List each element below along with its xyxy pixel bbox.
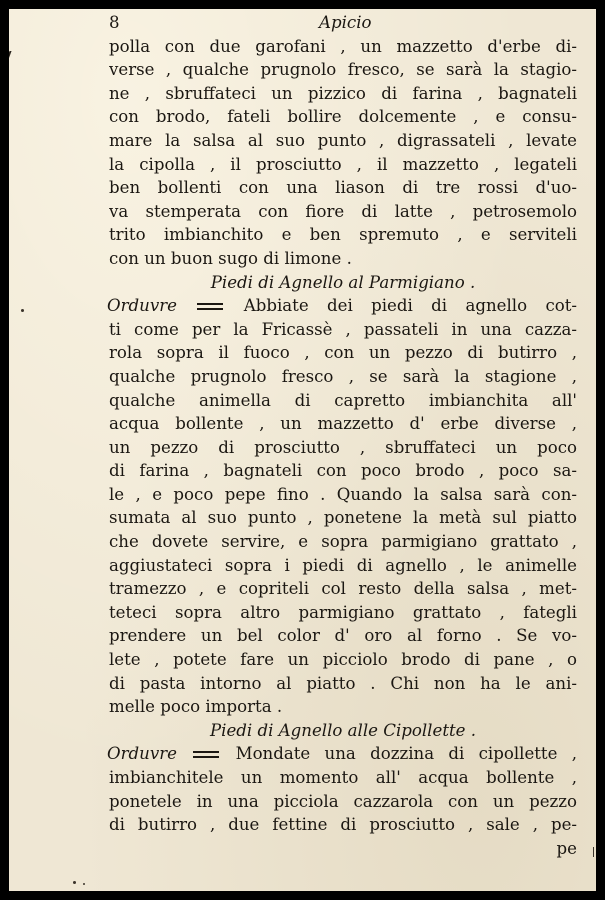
text-line: imbianchitele un momento all' acqua bollente , xyxy=(109,768,577,787)
double-rule-icon xyxy=(197,303,223,310)
text-line: le , e poco pepe fino . Quando la salsa sarà con- xyxy=(109,484,577,504)
page-number: 8 xyxy=(109,13,120,32)
text-line: prendere un bel color d' oro al forno . Se vo- xyxy=(109,626,577,646)
recipe-lead: Orduvre xyxy=(107,744,177,764)
text-line: va stemperata con fiore di latte , petrosemolo xyxy=(109,201,577,221)
text-line: acqua bollente , un mazzetto d' erbe diverse , xyxy=(109,414,577,434)
paragraph xyxy=(109,766,577,837)
text-line: verse , qualche prugnolo fresco, se sarà la stagio- xyxy=(109,60,577,80)
ink-speck xyxy=(83,883,85,885)
page-text xyxy=(109,11,577,860)
text-line: melle poco importa . xyxy=(109,697,283,717)
text-line: lete , potete fare un picciolo brodo di pane , o xyxy=(109,650,577,670)
text-line: di pasta intorno al piatto . Chi non ha le ani- xyxy=(109,673,577,693)
text-line: con un buon sugo di limone . xyxy=(109,248,352,268)
ink-speck xyxy=(593,847,594,857)
section-heading: Piedi di Agnello al Parmigiano . xyxy=(210,272,476,292)
page-header xyxy=(109,11,577,35)
running-head: Apicio xyxy=(319,13,372,32)
text-line: la cipolla , il prosciutto , il mazzetto , legateli xyxy=(109,154,577,174)
text-line: mare la salsa al suo punto , digrassateli , levate xyxy=(109,130,577,150)
text-line: trito imbianchito e ben spremuto , e serviteli xyxy=(109,225,577,245)
recipe-first-line xyxy=(107,742,577,766)
text-line: sumata al suo punto , ponetene la metà sul piatto xyxy=(109,508,577,528)
text-line: ne , sbruffateci un pizzico di farina , bagnateli xyxy=(109,83,577,103)
margin-mark xyxy=(9,51,22,65)
text-line: ben bollenti con una liason di tre rossi d'uo- xyxy=(109,178,577,198)
text-line: ti come per la Fricassè , passateli in una cazza- xyxy=(109,319,577,339)
text-line: Mondate una dozzina di cipollette , xyxy=(235,744,577,764)
recipe-lead: Orduvre xyxy=(107,296,177,316)
text-line: ponetele in una picciola cazzarola con un pezzo xyxy=(109,791,577,811)
paragraph xyxy=(109,318,577,719)
text-line: Abbiate dei piedi di agnello cot- xyxy=(243,296,577,316)
text-line: qualche animella di capretto imbianchita all' xyxy=(109,390,577,410)
section-heading: Piedi di Agnello alle Cipollette . xyxy=(209,720,477,740)
text-line: aggiustateci sopra i piedi di agnello , le animelle xyxy=(109,555,577,575)
double-rule-icon xyxy=(193,751,219,758)
book-page xyxy=(9,9,596,891)
text-line: che dovete servire, e sopra parmigiano grattato , xyxy=(109,532,577,552)
text-line: qualche prugnolo fresco , se sarà la stagione , xyxy=(109,366,577,386)
text-line: teteci sopra altro parmigiano grattato , fategli xyxy=(109,602,577,622)
text-line: di butirro , due fettine di prosciutto , sale , pe- xyxy=(109,815,577,835)
catchword: pe xyxy=(556,838,577,858)
text-line: con brodo, fateli bollire dolcemente , e consu- xyxy=(109,107,577,127)
text-line: di farina , bagnateli con poco brodo , poco sa- xyxy=(109,461,577,481)
text-line: tramezzo , e copriteli col resto della salsa , met- xyxy=(109,579,577,599)
text-line: rola sopra il fuoco , con un pezzo di butirro , xyxy=(109,343,577,363)
paragraph-continued xyxy=(109,35,577,271)
ink-speck xyxy=(73,881,76,884)
text-line: polla con due garofani , un mazzetto d'erbe di- xyxy=(109,36,577,56)
recipe-first-line xyxy=(107,294,577,318)
ink-speck xyxy=(21,309,24,312)
text-line: un pezzo di prosciutto , sbruffateci un poco xyxy=(109,437,577,457)
